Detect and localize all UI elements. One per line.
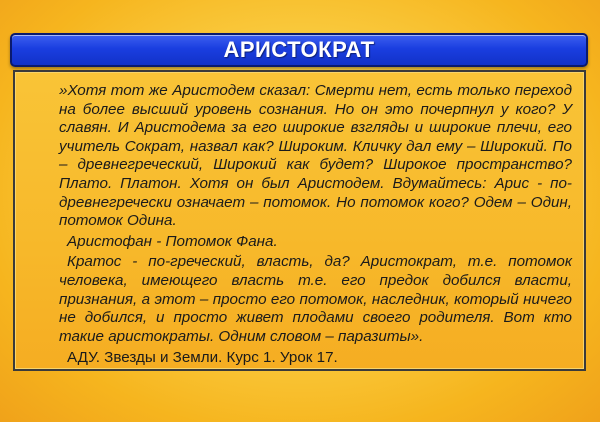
quote-paragraph-2: Аристофан - Потомок Фана.	[67, 232, 278, 250]
quote-box	[13, 70, 586, 371]
quote-source: АДУ. Звезды и Земли. Курс 1. Урок 17.	[67, 349, 338, 367]
quote-paragraph-3: Кратос - по-греческий, власть, да? Аристократ, т.е. потомок человека, имеющего власть т.е. его предок добился власти, признания, а этот – просто его потомок, наследник, который ничего не добился, и просто живет плодами своего родителя. Вот кто такие аристократы. Одним словом – паразиты».	[59, 253, 572, 345]
title-bar	[10, 33, 588, 67]
quote-paragraph-1: »Хотя тот же Аристодем сказал: Смерти нет, есть только переход на более высший уровень сознания. Но он это почерпнул у кого? У славян. И Аристодема за его широкие взгляды и широкие плечи, его учитель Сократ, назвал как? Широким. Кличку дал ему – Широкий. По – древнегреческий, Широкий как будет? Широкое пространство? Плато. Платон. Хотя он был Аристодем. Вдумайтесь: Арис - по- древнегречески означает – потомок. Но потомок кого? Одем – Один, потомок Одина.	[59, 82, 572, 230]
slide-title: АРИСТОКРАТ	[223, 37, 375, 62]
